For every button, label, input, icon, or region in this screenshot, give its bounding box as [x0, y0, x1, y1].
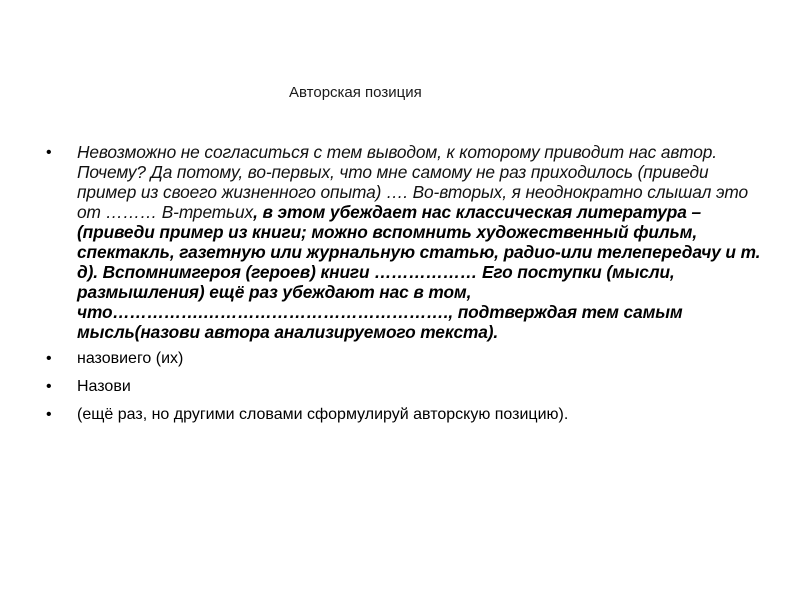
bullet-dot-icon: •: [46, 406, 52, 423]
bullet-item-name-hero: [46, 348, 766, 370]
bullet-item-name: [46, 376, 766, 398]
slide-title: Авторская позиция: [289, 84, 422, 101]
argument-text-normal: Невозможно не согласиться с тем выводом, к которому приводит нас автор. Почему? Да потому, во-первых, что мне самому не раз приходилось (приведи пример из своего жизненного опыта) …. Во-вторых, я неоднократно слышал это от ……… В-третьих: [77, 142, 748, 222]
bullet-item-restate: [46, 404, 766, 426]
bullet-text: Назови: [77, 378, 131, 395]
bullet-list: [46, 142, 766, 432]
bullet-dot-icon: •: [46, 144, 52, 161]
bullet-text: (ещё раз, но другими словами сформулируй авторскую позицию).: [77, 406, 569, 423]
bullet-dot-icon: •: [46, 378, 52, 395]
bullet-text: назовиего (их): [77, 350, 184, 367]
argument-text: [77, 142, 766, 342]
argument-text-bold: , в этом убеждает нас классическая литература –(приведи пример из книги; можно вспомнить художественный фильм, спектакль, газетную или журнальную статью, радио-или телепередачу и т. д). Вспомнимгероя (героев) книги ……………… Его поступки (мысли, размышления) ещё раз убеждают нас в том, что…………….……………………………………., подтверждая тем самым мысль(назови автора анализируемого текста).: [77, 202, 761, 342]
bullet-item-argument: [46, 142, 766, 342]
bullet-dot-icon: •: [46, 350, 52, 367]
